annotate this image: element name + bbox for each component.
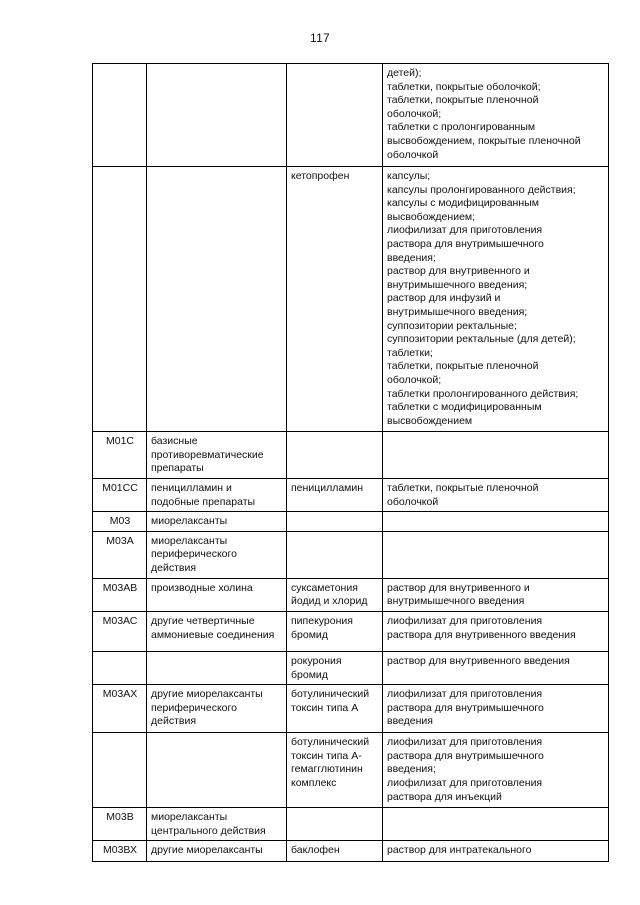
table-row xyxy=(93,733,609,808)
atc-code-cell: М03АВ xyxy=(93,578,147,611)
drug-name-cell: пеницилламин xyxy=(287,479,383,512)
drug-table xyxy=(92,63,609,862)
atc-code-cell: М03В xyxy=(93,808,147,841)
dosage-form-line: таблетки, покрытые пленочной xyxy=(387,94,539,107)
table-row xyxy=(93,685,609,733)
dosage-form-line: капсулы; xyxy=(387,170,431,182)
atc-code-cell: М03АС xyxy=(93,611,147,651)
group-name-cell xyxy=(147,64,287,167)
dosage-form-line: внутримышечного введения; xyxy=(387,305,528,318)
atc-code-cell: М03 xyxy=(93,512,147,532)
dosage-form-line: высвобождением; xyxy=(387,210,476,223)
atc-code-cell xyxy=(93,651,147,684)
dosage-form-line: высвобождением, покрытые пленочной xyxy=(387,134,581,147)
dosage-forms-cell xyxy=(383,432,609,479)
dosage-forms-cell xyxy=(383,167,609,432)
dosage-forms-cell xyxy=(383,611,609,651)
atc-code-cell: М01СС xyxy=(93,479,147,512)
dosage-forms-cell xyxy=(383,512,609,532)
group-name-cell: миорелаксанты xyxy=(147,512,287,532)
drug-name-cell xyxy=(287,432,383,479)
table-row xyxy=(93,578,609,611)
dosage-form-line: раствора для внутримышечного xyxy=(387,749,544,762)
table-row xyxy=(93,512,609,532)
drug-name-cell: ботулинический токсин типа А-гемагглютинин комплекс xyxy=(287,733,383,808)
drug-name-cell xyxy=(287,512,383,532)
drug-table-body xyxy=(93,64,609,862)
group-name-cell: производные холина xyxy=(147,578,287,611)
drug-name-cell xyxy=(287,531,383,578)
dosage-form-line: оболочкой; xyxy=(387,373,442,386)
dosage-form-line: лиофилизат для приготовления xyxy=(387,224,543,237)
group-name-cell: миорелаксанты периферического действия xyxy=(147,531,287,578)
atc-code-cell xyxy=(93,64,147,167)
atc-code-cell: М03АХ xyxy=(93,685,147,733)
dosage-form-line: раствор для внутривенного и xyxy=(387,265,530,278)
atc-code-cell: М01С xyxy=(93,432,147,479)
dosage-forms-cell xyxy=(383,685,609,733)
group-name-cell: другие миорелаксанты xyxy=(147,841,287,862)
dosage-form-line: раствора для внутримышечного xyxy=(387,701,544,714)
atc-code-cell: М03А xyxy=(93,531,147,578)
table-row xyxy=(93,841,609,862)
dosage-form-line: таблетки, покрытые оболочкой; xyxy=(387,80,541,93)
dosage-form-line: лиофилизат для приготовления xyxy=(387,736,543,749)
page-number: 117 xyxy=(309,31,331,45)
dosage-form-line: раствор для внутривенного и xyxy=(387,581,530,594)
dosage-form-line: детей); xyxy=(387,67,422,79)
dosage-forms-cell xyxy=(383,64,609,167)
drug-name-cell xyxy=(287,64,383,167)
drug-name-cell: ботулинический токсин типа А xyxy=(287,685,383,733)
drug-name-cell: пипекурония бромид xyxy=(287,611,383,651)
dosage-form-line: раствора для внутривенного введения xyxy=(387,628,576,641)
table-row xyxy=(93,611,609,651)
dosage-form-line: таблетки, покрытые пленочной xyxy=(387,482,539,494)
table-row xyxy=(93,479,609,512)
dosage-form-line: суппозитории ректальные (для детей); xyxy=(387,333,576,346)
drug-name-cell: рокурония бромид xyxy=(287,651,383,684)
dosage-forms-cell xyxy=(383,531,609,578)
table-row xyxy=(93,651,609,684)
group-name-cell xyxy=(147,651,287,684)
group-name-cell xyxy=(147,167,287,432)
table-row xyxy=(93,808,609,841)
dosage-form-line: раствор для внутривенного введения xyxy=(387,654,570,667)
dosage-forms-cell xyxy=(383,651,609,684)
dosage-form-line: высвобождением xyxy=(387,414,473,427)
atc-code-cell xyxy=(93,167,147,432)
dosage-form-line: капсулы с модифицированным xyxy=(387,197,539,210)
dosage-form-line: раствора для инъекций xyxy=(387,790,502,803)
atc-code-cell xyxy=(93,733,147,808)
group-name-cell: базисные противоревматические препараты xyxy=(147,432,287,479)
drug-name-cell: баклофен xyxy=(287,841,383,862)
group-name-cell: миорелаксанты центрального действия xyxy=(147,808,287,841)
drug-name-cell: суксаметония йодид и хлорид xyxy=(287,578,383,611)
dosage-form-line: таблетки с пролонгированным xyxy=(387,121,536,134)
dosage-form-line: введения xyxy=(387,715,433,728)
dosage-form-line: раствора для внутримышечного xyxy=(387,237,544,250)
dosage-form-line: раствор для интратекального xyxy=(387,844,532,857)
dosage-form-line: лиофилизат для приготовления xyxy=(387,614,543,627)
dosage-form-line: лиофилизат для приготовления xyxy=(387,776,543,789)
dosage-form-line: внутримышечного введения xyxy=(387,595,525,608)
dosage-forms-cell xyxy=(383,733,609,808)
dosage-forms-cell xyxy=(383,841,609,862)
dosage-form-line: таблетки пролонгированного действия; xyxy=(387,387,579,400)
dosage-form-line: таблетки, покрытые пленочной xyxy=(387,360,539,373)
dosage-form-line: раствор для инфузий и xyxy=(387,292,501,305)
dosage-form-line: внутримышечного введения; xyxy=(387,278,528,291)
group-name-cell: другие миорелаксанты периферического действия xyxy=(147,685,287,733)
drug-name-cell: кетопрофен xyxy=(287,167,383,432)
dosage-form-line: суппозитории ректальные; xyxy=(387,319,517,332)
table-row xyxy=(93,167,609,432)
group-name-cell xyxy=(147,733,287,808)
dosage-form-line: таблетки с модифицированным xyxy=(387,401,542,414)
dosage-forms-cell xyxy=(383,578,609,611)
dosage-form-line: таблетки; xyxy=(387,346,433,359)
table-row xyxy=(93,64,609,167)
dosage-forms-cell xyxy=(383,479,609,512)
dosage-form-line: оболочкой xyxy=(387,148,439,161)
dosage-form-line: лиофилизат для приготовления xyxy=(387,688,543,701)
table-row xyxy=(93,531,609,578)
group-name-cell: другие четвертичные аммониевые соединения xyxy=(147,611,287,651)
dosage-form-line: введения; xyxy=(387,251,436,264)
drug-name-cell xyxy=(287,808,383,841)
dosage-forms-cell xyxy=(383,808,609,841)
atc-code-cell: М03ВХ xyxy=(93,841,147,862)
dosage-form-line: оболочкой; xyxy=(387,107,442,120)
dosage-form-line: оболочкой xyxy=(387,495,439,508)
dosage-form-line: введения; xyxy=(387,763,436,776)
group-name-cell: пеницилламин и подобные препараты xyxy=(147,479,287,512)
dosage-form-line: капсулы пролонгированного действия; xyxy=(387,183,576,196)
table-row xyxy=(93,432,609,479)
